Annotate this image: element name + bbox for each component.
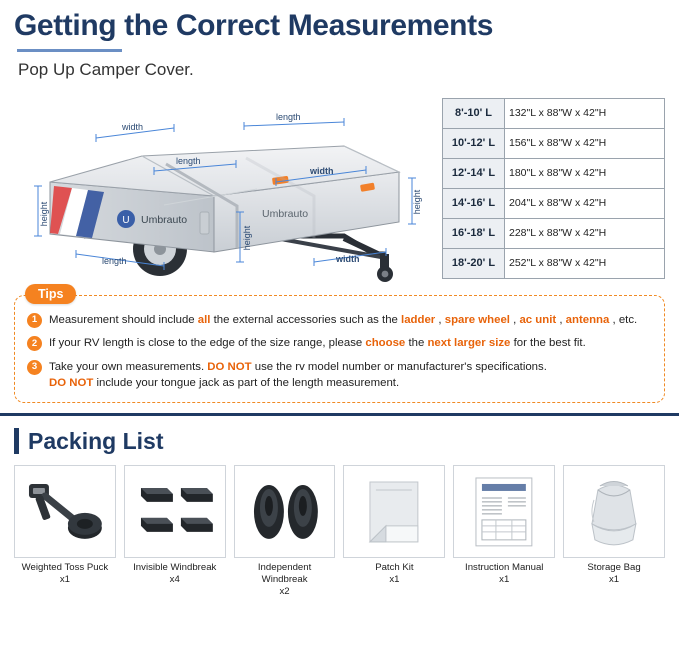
tip-item [27,335,652,352]
dimensions-cell: 156"L x 88"W x 42"H [505,128,665,158]
packing-item-caption [343,562,445,586]
packing-list-title: Packing List [28,427,164,454]
svg-text:Umbrauto: Umbrauto [141,213,188,226]
tip-number-badge: 3 [27,360,42,375]
size-table [442,98,665,279]
dimensions-cell: 180"L x 88"W x 42"H [505,158,665,188]
tip-text: If your RV length is close to the edge of the size range, please choose the next larger size for the best fit. [49,337,586,350]
label-width-mid: width [310,165,334,176]
packing-item [563,465,665,598]
brand-logo-right: Umbrauto [262,207,309,220]
page-header [0,0,679,80]
label-height-left: height [39,201,49,226]
size-range-cell: 10'-12' L [443,128,505,158]
toss-puck-art [15,466,115,559]
packing-item [234,465,336,598]
dimensions-cell: 132"L x 88"W x 42"H [505,98,665,128]
size-range-cell: 8'-10' L [443,98,505,128]
camper-diagram-svg [14,86,434,291]
table-row [443,248,665,278]
table-row [443,128,665,158]
table-row [443,218,665,248]
table-row [443,188,665,218]
tip-item [27,312,652,329]
packing-item-name: Weighted Toss Puck [21,561,109,573]
packing-item-qty: x2 [279,585,290,597]
size-range-cell: 12'-14' L [443,158,505,188]
packing-list-section [0,413,679,604]
packing-item-name: Independent Windbreak [257,561,312,585]
packing-card-row [14,465,665,598]
label-width-top: width [122,121,144,132]
packing-item-qty: x1 [389,573,400,585]
packing-item-image [234,465,336,558]
label-height-right: height [412,189,422,214]
corner-strap [200,212,209,234]
packing-item-name: Patch Kit [375,561,414,573]
packing-item-name: Instruction Manual [465,561,544,573]
packing-title-bar [14,428,19,454]
packing-item-qty: x1 [608,573,620,585]
label-length-top: length [276,111,301,122]
camper-illustration [14,86,434,291]
dimensions-cell: 204"L x 88"W x 42"H [505,188,665,218]
packing-item-image [124,465,226,558]
packing-item-image [563,465,665,558]
packing-item-qty: x4 [169,573,180,585]
measurement-section [0,80,679,291]
packing-item-image [343,465,445,558]
packing-item-image [14,465,116,558]
packing-item [453,465,555,598]
packing-item-name: Invisible Windbreak [133,561,217,573]
packing-item [343,465,445,598]
packing-item-name: Storage Bag [587,561,641,573]
table-row [443,98,665,128]
size-table-wrap [442,86,665,291]
packing-item-qty: x1 [499,573,510,585]
page-title: Getting the Correct Measurements [14,9,493,42]
windbreak-blocks-art [125,466,225,559]
dimensions-cell: 228"L x 88"W x 42"H [505,218,665,248]
independent-windbreak-art [235,466,335,559]
packing-item-caption [234,562,336,598]
svg-text:U: U [122,214,130,226]
size-range-cell: 18'-20' L [443,248,505,278]
tips-section [14,286,665,403]
tips-box [14,286,665,403]
tips-badge: Tips [25,284,76,304]
packing-item-image [453,465,555,558]
table-row [443,158,665,188]
tip-text: Take your own measurements. DO NOT use the rv model number or manufacturer's specifications. DO NOT include your tongue jack as part of the length measurement. [49,360,547,390]
label-length-mid: length [176,155,201,166]
packing-item [14,465,116,598]
tip-number-badge: 2 [27,336,42,351]
packing-item-caption [453,562,555,586]
manual-art [454,466,554,559]
size-range-cell: 16'-18' L [443,218,505,248]
storage-bag-art [564,466,664,559]
dimensions-cell: 252"L x 88"W x 42"H [505,248,665,278]
packing-list-header [14,428,665,455]
page-subtitle: Pop Up Camper Cover. [18,59,194,79]
packing-item-caption [563,562,665,586]
tip-text: Measurement should include all the external accessories such as the ladder , spare wheel , ac unit , antenna , etc. [49,313,638,326]
packing-item-caption [14,562,116,586]
label-width-bottom: width [336,253,360,264]
packing-item-caption [124,562,226,586]
tip-number-badge: 1 [27,313,42,328]
size-range-cell: 14'-16' L [443,188,505,218]
tip-item [27,359,652,392]
label-length-bottom: length [102,255,127,266]
label-height-center: height [242,225,252,250]
packing-item-qty: x1 [59,573,70,585]
packing-item [124,465,226,598]
patch-kit-art [344,466,444,559]
title-underline [17,49,122,52]
